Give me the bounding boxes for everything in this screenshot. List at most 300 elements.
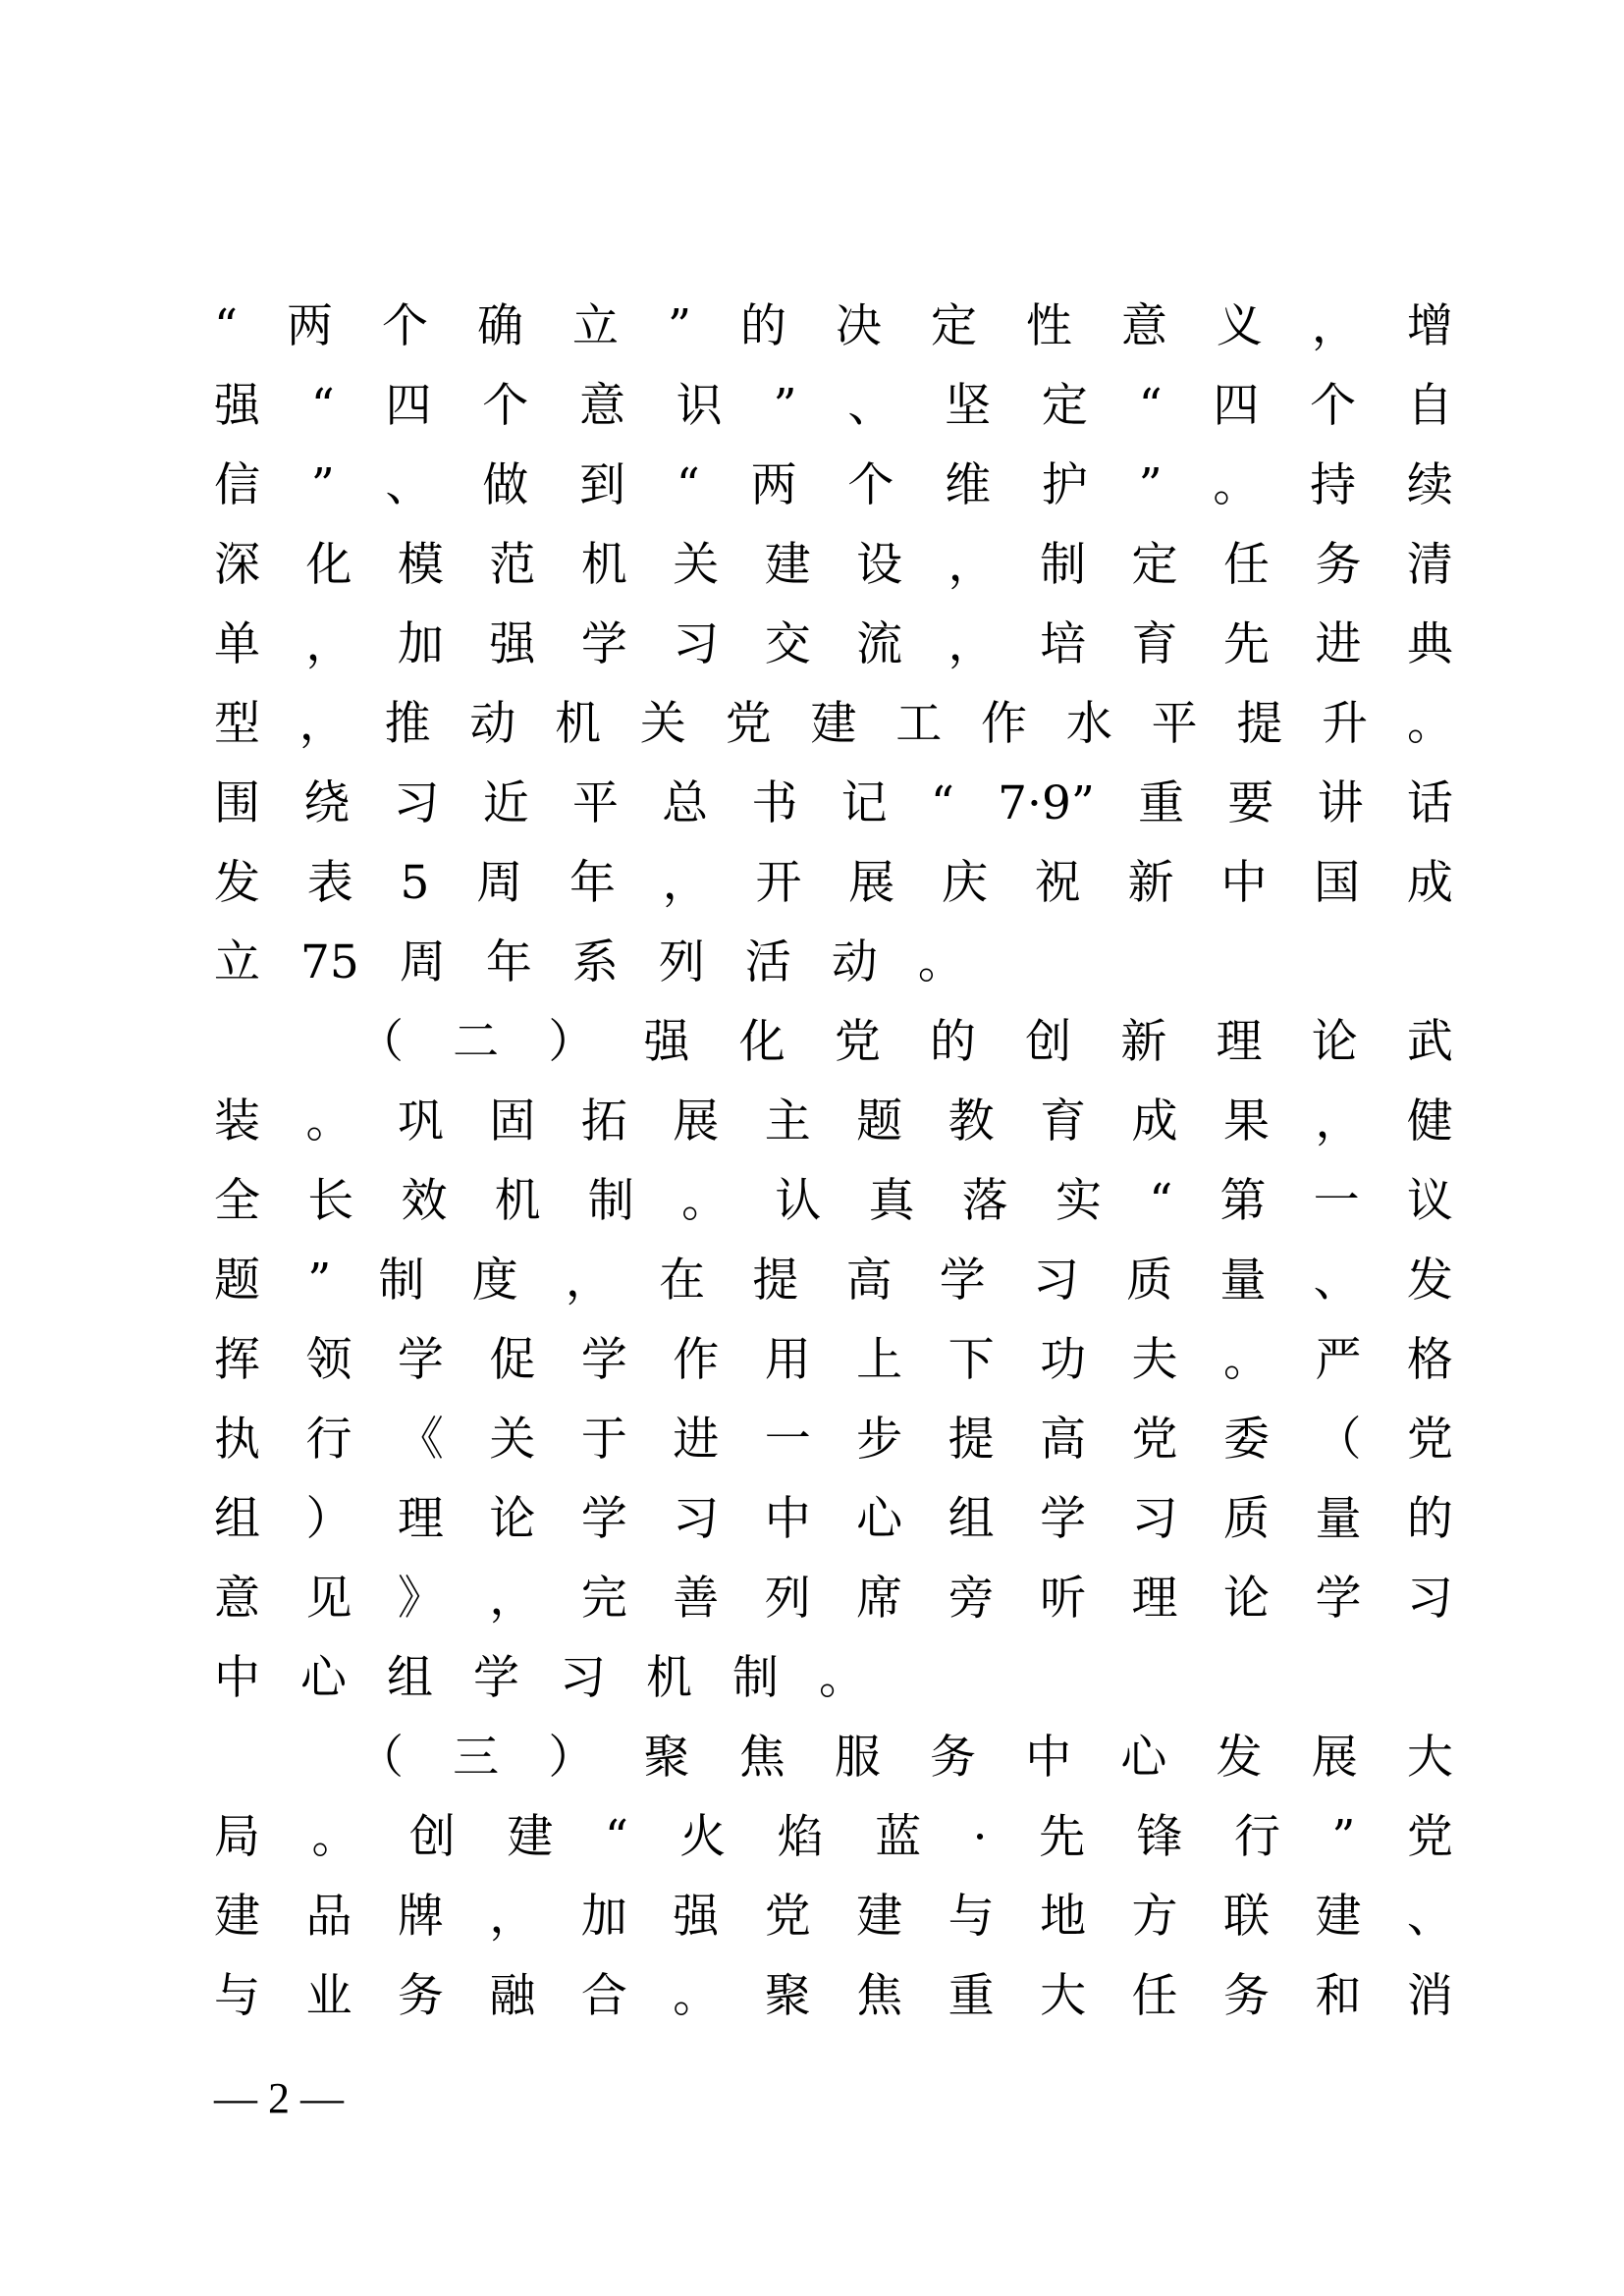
text-char: 持 <box>1310 458 1357 512</box>
text-char: 交 <box>764 617 811 671</box>
text-char: 中 <box>764 1492 811 1546</box>
text-char: ” <box>310 458 335 512</box>
text-char: 理 <box>1216 1015 1263 1069</box>
text-char: 建 <box>507 1810 554 1864</box>
text-char: ， <box>947 538 995 592</box>
text-char: 建 <box>810 697 857 751</box>
text-char: 先 <box>1222 617 1270 671</box>
text-char: 组 <box>947 1492 995 1546</box>
text-line <box>214 1638 1453 1718</box>
text-char: 聚 <box>643 1731 690 1785</box>
text-char: 坚 <box>945 379 992 433</box>
text-char: 合 <box>580 1969 627 2023</box>
text-char: 务 <box>930 1731 977 1785</box>
text-char: 中 <box>214 1651 260 1705</box>
text-char: 加 <box>580 1890 627 1944</box>
section-heading-line <box>214 1002 1453 1082</box>
text-char: 、 <box>847 379 894 433</box>
text-char: 关 <box>639 697 686 751</box>
text-line <box>214 1241 1453 1320</box>
text-char: 制 <box>587 1174 634 1228</box>
text-char: 成 <box>1406 856 1453 910</box>
text-char: 进 <box>1315 617 1362 671</box>
text-char: 新 <box>1120 1015 1167 1069</box>
text-char: 发 <box>214 856 260 910</box>
text-char: 质 <box>1222 1492 1270 1546</box>
text-char: 健 <box>1406 1095 1453 1148</box>
text-char: 义 <box>1216 299 1263 353</box>
text-char: 组 <box>387 1651 433 1705</box>
text-char: 党 <box>834 1015 881 1069</box>
text-char: “ <box>310 379 335 433</box>
text-char: 周 <box>476 856 523 910</box>
text-char: 二 <box>453 1015 500 1069</box>
text-char: 育 <box>1040 1095 1087 1148</box>
text-char: 的 <box>930 1015 977 1069</box>
text-char: 性 <box>1025 299 1072 353</box>
text-char: 量 <box>1219 1254 1267 1308</box>
text-char: 深 <box>214 538 260 592</box>
text-char: 。 <box>681 1174 729 1228</box>
text-char: 席 <box>856 1572 903 1626</box>
text-char: 习 <box>1406 1572 1453 1626</box>
text-char: 下 <box>947 1333 995 1387</box>
text-char: 牌 <box>397 1890 444 1944</box>
text-line <box>214 1559 1453 1638</box>
text-char: 锋 <box>1136 1810 1183 1864</box>
text-char: 设 <box>856 538 903 592</box>
text-char: 主 <box>764 1095 811 1148</box>
text-char: 重 <box>947 1969 995 2023</box>
text-char: 意 <box>579 379 626 433</box>
text-char: 立 <box>214 935 260 989</box>
text-char: 书 <box>751 776 798 830</box>
text-char: 与 <box>214 1969 260 2023</box>
text-char: ” <box>773 379 797 433</box>
text-char: 制 <box>1040 538 1087 592</box>
text-char: 武 <box>1406 1015 1453 1069</box>
text-char: 任 <box>1222 538 1270 592</box>
text-char: 。 <box>819 1651 865 1705</box>
text-char: 动 <box>469 697 516 751</box>
text-line <box>214 1161 1453 1241</box>
text-char: 高 <box>1040 1413 1087 1467</box>
text-char: 的 <box>739 299 786 353</box>
text-char: 工 <box>895 697 943 751</box>
text-char: “ <box>604 1810 628 1864</box>
text-char: 意 <box>214 1572 260 1626</box>
text-char: 典 <box>1406 617 1453 671</box>
text-char: 建 <box>1315 1890 1362 1944</box>
text-char: 的 <box>1406 1492 1453 1546</box>
text-char: 要 <box>1227 776 1274 830</box>
text-char: 行 <box>1233 1810 1280 1864</box>
text-char: 执 <box>214 1413 260 1467</box>
text-char: 火 <box>679 1810 727 1864</box>
text-char: 三 <box>453 1731 500 1785</box>
text-char: 格 <box>1406 1333 1453 1387</box>
text-char: 。 <box>1222 1333 1270 1387</box>
text-char: 自 <box>1406 379 1453 433</box>
text-char: 实 <box>1055 1174 1102 1228</box>
body-text <box>214 287 1453 2036</box>
text-char: 年 <box>485 935 532 989</box>
text-char: 组 <box>214 1492 260 1546</box>
text-char: 理 <box>1131 1572 1178 1626</box>
text-char: 见 <box>305 1572 352 1626</box>
text-char: “ <box>1149 1174 1173 1228</box>
text-char: 任 <box>1131 1969 1178 2023</box>
text-char: 增 <box>1406 299 1453 353</box>
text-char: 化 <box>305 538 352 592</box>
text-char: 升 <box>1322 697 1369 751</box>
text-char: 党 <box>1406 1413 1453 1467</box>
text-line <box>214 764 1453 843</box>
text-char: 推 <box>384 697 431 751</box>
text-char: 展 <box>673 1095 720 1148</box>
text-char: 作 <box>981 697 1028 751</box>
text-char: 先 <box>1039 1810 1086 1864</box>
text-char: 开 <box>755 856 802 910</box>
text-char: ） <box>548 1731 595 1785</box>
text-char: 成 <box>1131 1095 1178 1148</box>
text-char: 务 <box>1315 538 1362 592</box>
text-char: 焦 <box>856 1969 903 2023</box>
text-char: 清 <box>1406 538 1453 592</box>
text-char: 。 <box>305 1095 352 1148</box>
text-char: 中 <box>1025 1731 1072 1785</box>
text-line <box>214 287 1453 366</box>
text-char: 加 <box>397 617 444 671</box>
text-char: 巩 <box>397 1095 444 1148</box>
text-char: ” <box>1331 1810 1356 1864</box>
text-char: 挥 <box>214 1333 260 1387</box>
text-char: 75 <box>300 935 359 989</box>
text-char: 》 <box>397 1572 444 1626</box>
text-char: 模 <box>397 538 444 592</box>
text-char: 建 <box>214 1890 260 1944</box>
text-char: 周 <box>399 935 446 989</box>
text-char: 到 <box>579 458 626 512</box>
text-char: 发 <box>1406 1254 1453 1308</box>
text-line <box>214 1956 1453 2036</box>
text-char: 活 <box>744 935 791 989</box>
text-char: 讲 <box>1317 776 1364 830</box>
text-char: 强 <box>214 379 260 433</box>
text-char: 近 <box>482 776 529 830</box>
text-char: 和 <box>1315 1969 1362 2023</box>
text-char: 联 <box>1222 1890 1270 1944</box>
text-line <box>214 366 1453 446</box>
text-char: 立 <box>571 299 619 353</box>
text-char: 学 <box>1315 1572 1362 1626</box>
text-char: 、 <box>385 458 432 512</box>
text-char: 论 <box>1311 1015 1358 1069</box>
text-char: 地 <box>1040 1890 1087 1944</box>
text-char: 展 <box>1311 1731 1358 1785</box>
text-line <box>214 525 1453 605</box>
text-char: 装 <box>214 1095 260 1148</box>
text-char: 题 <box>856 1095 903 1148</box>
text-char: ” <box>667 299 691 353</box>
text-char: 教 <box>947 1095 995 1148</box>
text-char: 建 <box>856 1890 903 1944</box>
text-char: 度 <box>471 1254 518 1308</box>
text-char: ” <box>307 1254 332 1308</box>
text-char: 党 <box>764 1890 811 1944</box>
text-char: 议 <box>1406 1174 1453 1228</box>
text-char: 果 <box>1222 1095 1270 1148</box>
text-char: 定 <box>930 299 977 353</box>
text-char: 党 <box>725 697 772 751</box>
text-char: 学 <box>397 1333 444 1387</box>
text-char: 与 <box>947 1890 995 1944</box>
text-char: 庆 <box>942 856 989 910</box>
text-char: 系 <box>571 935 619 989</box>
text-char: “ <box>930 776 954 830</box>
text-char: 习 <box>560 1651 606 1705</box>
text-char: 。 <box>311 1810 358 1864</box>
text-char: 强 <box>643 1015 690 1069</box>
text-char: 习 <box>673 1492 720 1546</box>
text-line <box>214 605 1453 684</box>
text-char: 量 <box>1315 1492 1362 1546</box>
text-char: 完 <box>580 1572 627 1626</box>
text-char: 大 <box>1406 1731 1453 1785</box>
text-char: 平 <box>571 776 619 830</box>
text-char: 委 <box>1222 1413 1270 1467</box>
text-char: 表 <box>306 856 353 910</box>
text-char: 发 <box>1216 1731 1263 1785</box>
text-char: 进 <box>673 1413 720 1467</box>
text-char: 列 <box>658 935 705 989</box>
text-char: “ <box>1138 379 1163 433</box>
text-char: 绕 <box>303 776 351 830</box>
text-char: 《 <box>397 1413 444 1467</box>
text-char: 话 <box>1406 776 1453 830</box>
text-char: 严 <box>1315 1333 1362 1387</box>
text-char: 促 <box>489 1333 536 1387</box>
text-char: 化 <box>738 1015 785 1069</box>
text-char: 四 <box>1213 379 1260 433</box>
text-char: 个 <box>1310 379 1357 433</box>
text-char: 流 <box>856 617 903 671</box>
text-char: 善 <box>673 1572 720 1626</box>
text-line <box>214 1400 1453 1479</box>
text-char: 大 <box>1040 1969 1087 2023</box>
text-char: 制 <box>378 1254 425 1308</box>
text-char: 水 <box>1065 697 1112 751</box>
text-char: 强 <box>673 1890 720 1944</box>
text-char: 领 <box>305 1333 352 1387</box>
text-char: 续 <box>1406 458 1453 512</box>
text-line <box>214 1877 1453 1956</box>
text-char: 个 <box>847 458 894 512</box>
text-char: 学 <box>580 1492 627 1546</box>
text-char: ， <box>565 1254 612 1308</box>
text-char: 、 <box>1313 1254 1360 1308</box>
text-char: 中 <box>1220 856 1268 910</box>
text-char: 总 <box>662 776 709 830</box>
text-char: ， <box>1311 299 1358 353</box>
text-char: 信 <box>214 458 260 512</box>
text-char: 记 <box>840 776 888 830</box>
text-char: 列 <box>764 1572 811 1626</box>
text-char: 型 <box>214 697 260 751</box>
text-char: 理 <box>397 1492 444 1546</box>
text-char: 高 <box>845 1254 893 1308</box>
text-char: 创 <box>1025 1015 1072 1069</box>
text-char: 确 <box>476 299 523 353</box>
text-char: 新 <box>1127 856 1174 910</box>
text-char: 建 <box>764 538 811 592</box>
text-char: 业 <box>305 1969 352 2023</box>
text-char: 祝 <box>1034 856 1081 910</box>
text-char: 作 <box>673 1333 720 1387</box>
text-char: （ <box>1315 1413 1362 1467</box>
text-char: “ <box>214 299 239 353</box>
text-char: 第 <box>1219 1174 1267 1228</box>
text-char: 机 <box>646 1651 692 1705</box>
text-char: 。 <box>1406 697 1453 751</box>
text-char: ， <box>947 617 995 671</box>
text-char: 范 <box>489 538 536 592</box>
text-char: （ <box>357 1731 404 1785</box>
text-char: 一 <box>764 1413 811 1467</box>
text-char: 心 <box>1120 1731 1167 1785</box>
text-char: 用 <box>764 1333 811 1387</box>
text-char: ， <box>489 1890 536 1944</box>
text-char: 习 <box>673 617 720 671</box>
text-char: 7·9” <box>998 776 1095 830</box>
text-char: 两 <box>750 458 797 512</box>
text-line <box>214 1479 1453 1559</box>
text-char: “ <box>676 458 700 512</box>
text-char: 单 <box>214 617 260 671</box>
text-char: 提 <box>752 1254 799 1308</box>
text-char: 论 <box>489 1492 536 1546</box>
text-char: ） <box>305 1492 352 1546</box>
text-char: 展 <box>848 856 895 910</box>
text-char: 题 <box>214 1254 260 1308</box>
text-char: 。 <box>917 935 964 989</box>
text-char: 学 <box>580 1333 627 1387</box>
text-char: 做 <box>482 458 529 512</box>
text-char: 于 <box>580 1413 627 1467</box>
text-char: 焰 <box>777 1810 824 1864</box>
text-char: 机 <box>580 538 627 592</box>
text-char: 消 <box>1406 1969 1453 2023</box>
text-char: 效 <box>401 1174 448 1228</box>
text-char: 维 <box>945 458 992 512</box>
text-line <box>214 446 1453 525</box>
text-char: 定 <box>1131 538 1178 592</box>
text-char: 论 <box>1222 1572 1270 1626</box>
text-char: 习 <box>1131 1492 1178 1546</box>
text-char: 局 <box>214 1810 260 1864</box>
text-char: 意 <box>1120 299 1167 353</box>
text-char: ” <box>1138 458 1163 512</box>
text-line <box>214 684 1453 764</box>
text-char: 两 <box>287 299 334 353</box>
text-char: 习 <box>1033 1254 1079 1308</box>
text-char: 重 <box>1138 776 1185 830</box>
text-char: 拓 <box>580 1095 627 1148</box>
text-line <box>214 923 1453 1002</box>
text-char: 习 <box>393 776 440 830</box>
text-char: 培 <box>1040 617 1087 671</box>
text-char: 个 <box>382 299 428 353</box>
text-char: 真 <box>868 1174 915 1228</box>
text-char: 动 <box>831 935 878 989</box>
text-char: 平 <box>1151 697 1198 751</box>
text-char: 服 <box>834 1731 881 1785</box>
text-char: 质 <box>1126 1254 1173 1308</box>
text-line <box>214 1320 1453 1400</box>
text-char: 学 <box>580 617 627 671</box>
text-char: ， <box>298 697 346 751</box>
text-char: 聚 <box>764 1969 811 2023</box>
text-char: 。 <box>1213 458 1260 512</box>
text-char: 方 <box>1131 1890 1178 1944</box>
text-char: 关 <box>489 1413 536 1467</box>
text-char: ， <box>1315 1095 1362 1148</box>
text-char: ， <box>489 1572 536 1626</box>
text-char: 提 <box>947 1413 995 1467</box>
text-char: 夫 <box>1131 1333 1178 1387</box>
text-char: 育 <box>1131 617 1178 671</box>
text-char: ， <box>662 856 709 910</box>
text-char: 制 <box>732 1651 779 1705</box>
text-char: 个 <box>482 379 529 433</box>
text-char: 行 <box>305 1413 352 1467</box>
text-char: 学 <box>1040 1492 1087 1546</box>
text-char: 融 <box>489 1969 536 2023</box>
text-char: 步 <box>856 1413 903 1467</box>
text-char: · <box>972 1810 988 1864</box>
text-char: 。 <box>673 1969 720 2023</box>
text-char: 强 <box>489 617 536 671</box>
text-char: 务 <box>1222 1969 1270 2023</box>
text-char: 识 <box>676 379 723 433</box>
text-char: 提 <box>1236 697 1283 751</box>
text-char: 护 <box>1041 458 1088 512</box>
text-char: 党 <box>1131 1413 1178 1467</box>
page-number: — 2 — <box>214 2074 344 2122</box>
text-char: （ <box>357 1015 404 1069</box>
section-heading-line <box>214 1718 1453 1797</box>
text-char: 焦 <box>738 1731 785 1785</box>
text-char: 5 <box>400 856 430 910</box>
text-char: 国 <box>1314 856 1361 910</box>
text-char: 机 <box>494 1174 541 1228</box>
text-char: 心 <box>856 1492 903 1546</box>
text-char: 听 <box>1040 1572 1087 1626</box>
text-char: 学 <box>939 1254 986 1308</box>
text-char: 年 <box>568 856 616 910</box>
text-char: 围 <box>214 776 260 830</box>
text-char: 学 <box>473 1651 519 1705</box>
text-char: 功 <box>1040 1333 1087 1387</box>
text-char: 固 <box>489 1095 536 1148</box>
text-char: 落 <box>961 1174 1008 1228</box>
text-char: 上 <box>856 1333 903 1387</box>
text-char: 关 <box>673 538 720 592</box>
text-char: 一 <box>1313 1174 1360 1228</box>
text-char: 党 <box>1406 1810 1453 1864</box>
text-char: 蓝 <box>875 1810 922 1864</box>
text-char: 、 <box>1406 1890 1453 1944</box>
